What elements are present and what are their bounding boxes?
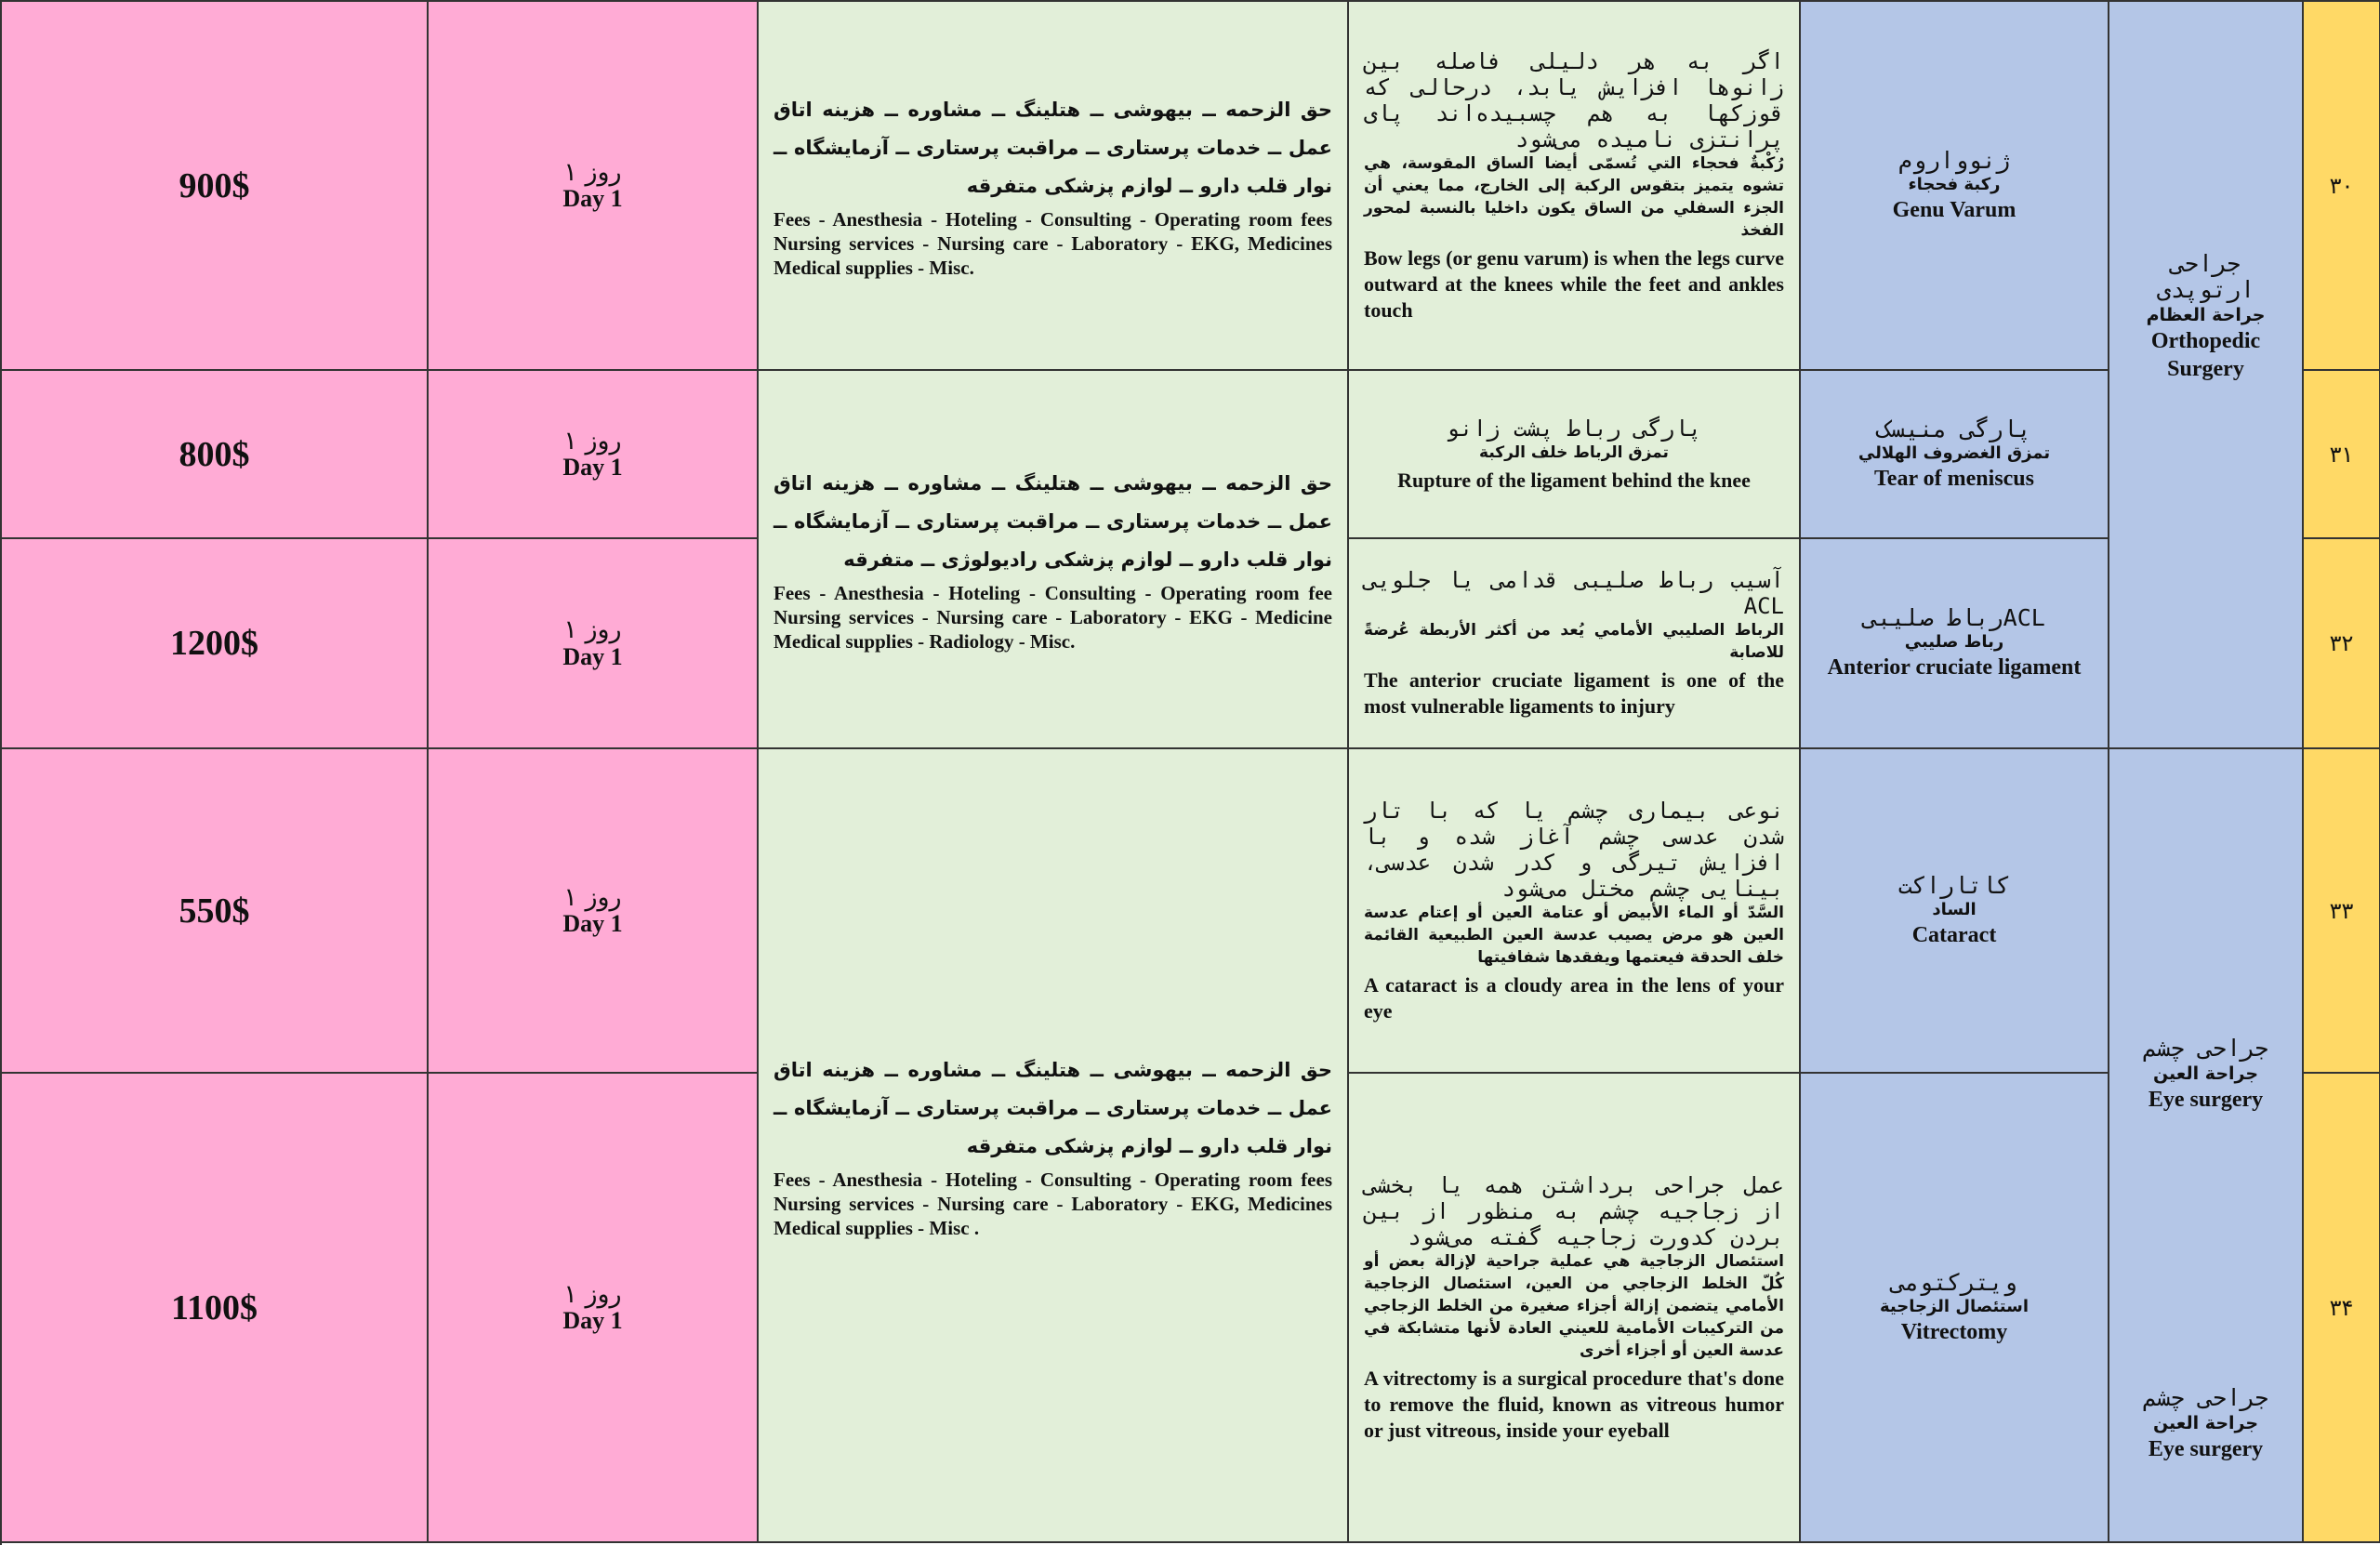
row-number-cell xyxy=(2304,749,2380,1074)
procedure-name-ar: الساد xyxy=(1932,899,1977,919)
duration-fa: ۱ روز xyxy=(563,157,622,187)
duration-fa: ۱ روز xyxy=(563,426,622,456)
procedure-name-en: Cataract xyxy=(1911,922,1997,947)
category-ar: جراحة العظام xyxy=(2146,305,2266,325)
description-fa: آسیب رباط صلیبی قدامی یا جلویی ACL xyxy=(1364,567,1784,619)
description-en: A vitrectomy is a surgical procedure that's done to remove the fluid, known as vitreous humor or just vitreous, inside your eyeball xyxy=(1364,1366,1784,1442)
duration-cell xyxy=(429,371,759,539)
procedure-name-ar: رباط صليبي xyxy=(1904,632,2004,652)
services-en: Fees - Anesthesia - Hoteling - Consulting - Operating room fees Nursing services - Nursing care - Laboratory - EKG, Medicines Medical supplies - Misc . xyxy=(774,1168,1332,1239)
row-number-cell xyxy=(2304,539,2380,749)
category-ar: جراحة العين xyxy=(2152,1063,2259,1084)
duration-en: Day 1 xyxy=(562,185,623,213)
description-en: Rupture of the ligament behind the knee xyxy=(1397,468,1751,492)
category-cell-eye xyxy=(2109,749,2304,1543)
category-ar: جراحة العين xyxy=(2152,1413,2259,1433)
description-fa: پارگی رباط پشت زانو xyxy=(1446,415,1702,442)
procedure-name-fa: کاتاراکت xyxy=(1897,871,2011,899)
description-cell xyxy=(1349,1074,1801,1543)
procedure-name-cell xyxy=(1801,371,2109,539)
row-number: ۳۳ xyxy=(2329,897,2354,924)
row-number-cell xyxy=(2304,1074,2380,1543)
price-cell xyxy=(2,371,429,539)
price-cell xyxy=(2,749,429,1074)
description-cell xyxy=(1349,2,1801,371)
duration-fa: ۱ روز xyxy=(563,615,622,645)
description-fa: عمل جراحی برداشتن همه یا بخشی از زجاجیه چشم به منظور از بین بردن کدورت زجاجیه گفته می‌شود xyxy=(1364,1171,1784,1250)
procedure-name-en: Anterior cruciate ligament xyxy=(1827,655,2082,680)
procedure-name-ar: استئصال الزجاجية xyxy=(1879,1296,2030,1316)
services-cell xyxy=(759,371,1349,749)
procedure-name-en: Tear of meniscus xyxy=(1873,466,2034,491)
duration-fa: ۱ روز xyxy=(563,1279,622,1309)
duration-cell xyxy=(429,749,759,1074)
description-cell xyxy=(1349,539,1801,749)
services-fa: حق الزحمه ــ بیهوشی ــ هتلینگ ــ مشاوره ــ هزینه اتاق عمل ــ خدمات پرستاری ــ مراقبت پرستاری ــ آزمایشگاه ــ نوار قلب دارو ــ لوازم پزشکی رادیولوژی ــ متفرقه xyxy=(774,472,1332,571)
description-ar: الرباط الصليبي الأمامي يُعد من أكثر الأربطة عُرضةً للاصابة xyxy=(1364,621,1784,662)
procedure-name-cell xyxy=(1801,749,2109,1074)
category-cell-orthopedic xyxy=(2109,2,2304,749)
description-ar: السَّدّ أو الماء الأبيض أو عتامة العين أو إعتام عدسة العين هو مرض يصيب عدسة العين الطبيعية القائمة خلف الحدقة فيعتمها ويفقدها شفافيتها xyxy=(1364,903,1784,967)
description-cell xyxy=(1349,371,1801,539)
description-fa: نوعی بیماری چشم یا که با تار شدن عدسی چشم آغاز شده و با افزایش تیرگی و کدر شدن عدسی، بینایی چشم مختل می‌شود xyxy=(1364,797,1784,902)
price-value: 1200$ xyxy=(170,624,258,663)
procedure-name-fa: ژنوواروم xyxy=(1897,146,2011,174)
description-cell xyxy=(1349,749,1801,1074)
price-cell xyxy=(2,539,429,749)
category-fa: جراحی چشم xyxy=(2142,1035,2269,1062)
services-fa: حق الزحمه ــ بیهوشی ــ هتلینگ ــ مشاوره ــ هزینه اتاق عمل ــ خدمات پرستاری ــ مراقبت پرستاری ــ آزمایشگاه ــ نوار قلب دارو ــ لوازم پزشکی متفرقه xyxy=(774,99,1332,197)
category-fa: جراحی چشم xyxy=(2142,1384,2269,1411)
price-value: 800$ xyxy=(178,434,250,474)
description-en: Bow legs (or genu varum) is when the legs curve outward at the knees while the feet and ankles touch xyxy=(1364,245,1784,322)
services-en: Fees - Anesthesia - Hoteling - Consulting - Operating room fee Nursing services - Nursing care - Laboratory - EKG - Medicine Medical supplies - Radiology - Misc. xyxy=(774,582,1332,653)
services-en: Fees - Anesthesia - Hoteling - Consulting - Operating room fees Nursing services - Nursing care - Laboratory - EKG, Medicines Medical supplies - Misc. xyxy=(774,208,1332,279)
row-number-cell xyxy=(2304,371,2380,539)
procedure-name-cell xyxy=(1801,2,2109,371)
duration-cell xyxy=(429,539,759,749)
category-en: Orthopedic Surgery xyxy=(2150,329,2261,381)
price-cell xyxy=(2,2,429,371)
procedure-name-fa: پارگی منیسک xyxy=(1877,415,2031,442)
description-ar: تمزق الرباط خلف الركبة xyxy=(1479,442,1669,462)
services-cell xyxy=(759,2,1349,371)
category-label-block-repeat xyxy=(2143,1385,2268,1463)
category-en: Eye surgery xyxy=(2148,1437,2264,1461)
description-fa: اگر به هر دلیلی فاصله بین زانوها افزایش یابد، درحالی که قوزکها به هم چسبیده‌اند پای پرانتزی نامیده می‌شود xyxy=(1364,47,1784,152)
description-en: A cataract is a cloudy area in the lens of your eye xyxy=(1364,972,1784,1023)
category-fa: جراحی ارتوپدی xyxy=(2156,250,2255,303)
procedure-name-en: Vitrectomy xyxy=(1900,1319,2008,1344)
description-en: The anterior cruciate ligament is one of the most vulnerable ligaments to injury xyxy=(1364,668,1784,718)
duration-cell xyxy=(429,2,759,371)
row-number: ۳۰ xyxy=(2329,172,2354,199)
description-ar: استئصال الزجاجية هي عملية جراحية لإزالة بعض أو كُلّ الخلط الزجاجي من العين، استئصال الزجاجية الأمامي يتضمن إزالة أجزاء صغيرة من الخلط الزجاجي من التركيبات الأمامية للعيني العادة لأنها متشابكة في عدسة العين أو أجزاء أخرى xyxy=(1364,1251,1784,1360)
row-number: ۳۲ xyxy=(2329,630,2354,656)
procedure-name-en: Genu Varum xyxy=(1892,197,2016,222)
duration-en: Day 1 xyxy=(562,910,623,938)
services-fa: حق الزحمه ــ بیهوشی ــ هتلینگ ــ مشاوره ــ هزینه اتاق عمل ــ خدمات پرستاری ــ مراقبت پرستاری ــ آزمایشگاه ــ نوار قلب دارو ــ لوازم پزشکی متفرقه xyxy=(774,1058,1332,1157)
price-value: 550$ xyxy=(178,891,250,931)
row-number: ۳۱ xyxy=(2329,441,2354,468)
price-value: 1100$ xyxy=(171,1288,258,1327)
procedure-name-ar: ركبة فحجاء xyxy=(1908,174,2001,194)
procedure-name-fa: ویترکتومی xyxy=(1891,1268,2017,1296)
duration-fa: ۱ روز xyxy=(563,882,622,912)
price-cell xyxy=(2,1074,429,1543)
price-value: 900$ xyxy=(178,165,250,205)
procedure-name-fa: رباط صلیبیACL xyxy=(1863,604,2045,631)
procedure-name-cell xyxy=(1801,1074,2109,1543)
description-ar: رُكْبةٌ فحجاء التي تُسمّى أيضا الساق المقوسة، هي تشوه يتميز بتقوس الركبة إلى الخارج، مما يعني أن الجزء السفلي من الساق يكون داخليا بالنسبة لمحور الفخذ xyxy=(1364,153,1784,240)
row-number: ۳۴ xyxy=(2329,1294,2354,1321)
services-cell xyxy=(759,749,1349,1543)
procedure-name-ar: تمزق الغضروف الهلالي xyxy=(1858,442,2051,463)
duration-en: Day 1 xyxy=(562,1307,623,1335)
category-en: Eye surgery xyxy=(2148,1088,2264,1112)
procedure-name-cell xyxy=(1801,539,2109,749)
row-number-cell xyxy=(2304,2,2380,371)
category-label-block xyxy=(2143,1036,2268,1114)
duration-en: Day 1 xyxy=(562,454,623,482)
duration-cell xyxy=(429,1074,759,1543)
duration-en: Day 1 xyxy=(562,642,623,670)
